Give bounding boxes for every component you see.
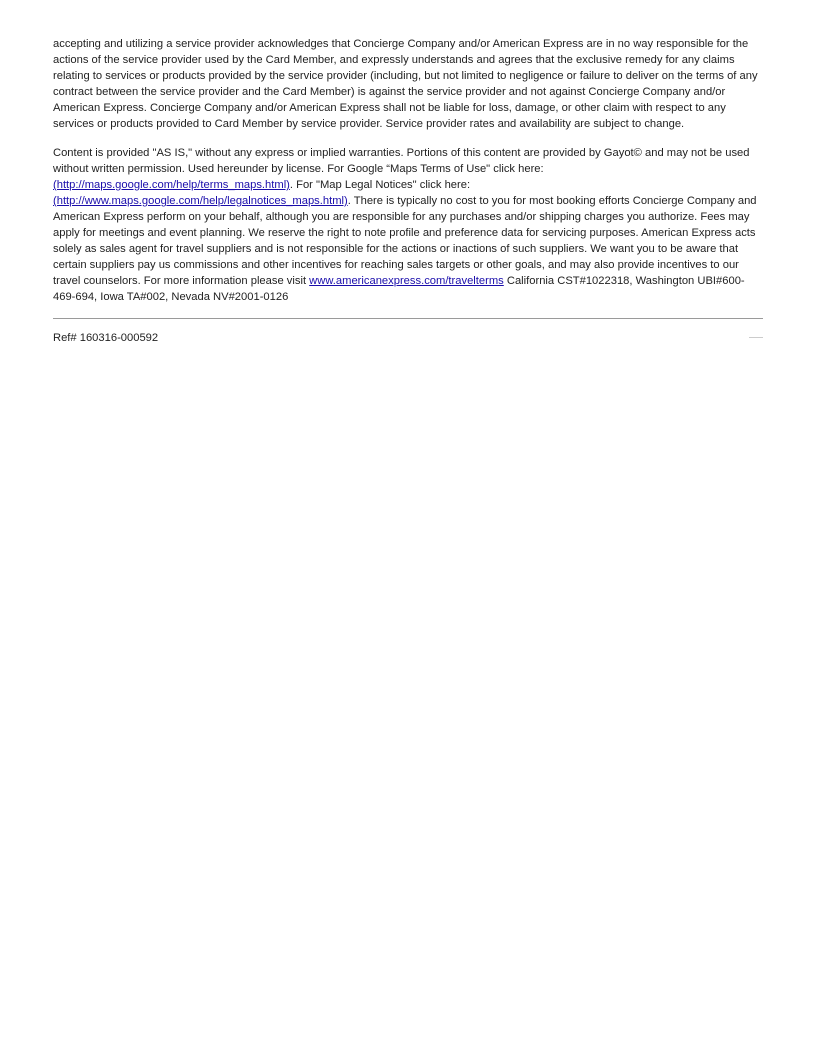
terms-text-4: California CST#1022318, Washington UBI#600-469-694, Iowa TA#002, Nevada NV#2001-0126 xyxy=(53,275,745,303)
page-footer xyxy=(53,328,763,344)
terms-text-3: . There is typically no cost to you for most booking efforts Concierge Company and American Express perform on your behalf, although you are responsible for any purchases and/or shipping charges you authorize. Fees may apply for meetings and event planning. We reserve the right to note profile and preference data for servicing purposes. American Express acts solely as sales agent for travel suppliers and is not responsible for the actions or inactions of such suppliers. We want you to be aware that certain suppliers pay us commissions and other incentives for reaching sales targets or other goals, and may also provide incentives to our travel counselors. For more information please visit xyxy=(53,195,757,287)
terms-text-2: . For "Map Legal Notices" click here: xyxy=(289,179,471,191)
content-terms-disclaimer xyxy=(53,145,763,305)
maps-legal-notices-link[interactable]: (http://www.maps.google.com/help/legalnotices_maps.html) xyxy=(53,195,348,207)
footer-divider xyxy=(53,318,763,319)
terms-text-1: Content is provided "AS IS," without any express or implied warranties. Portions of this content are provided by Gayot© and may not be used without written permission. Used hereunder by license. For Google “Maps Terms of Use" click here: xyxy=(53,147,750,175)
footer-mark xyxy=(749,337,763,338)
service-provider-disclaimer: accepting and utilizing a service provider acknowledges that Concierge Company and/or American Express are in no way responsible for the actions of the service provider used by the Card Member, and expressly understands and agrees that the exclusive remedy for any claims relating to services or products provided by the service provider (including, but not limited to negligence or failure to deliver on the terms of any contract between the service provider and the Card Member) is against the service provider and not against Concierge Company and/or American Express. Concierge Company and/or American Express shall not be liable for loss, damage, or other claim with respect to any services or products provided to Card Member by service provider. Service provider rates and availability are subject to change. xyxy=(53,38,758,130)
maps-terms-link[interactable]: (http://maps.google.com/help/terms_maps.html) xyxy=(53,179,290,191)
document-page xyxy=(53,36,763,344)
travel-terms-link[interactable]: www.americanexpress.com/travelterms xyxy=(309,275,504,287)
reference-number: Ref# 160316-000592 xyxy=(53,332,159,344)
